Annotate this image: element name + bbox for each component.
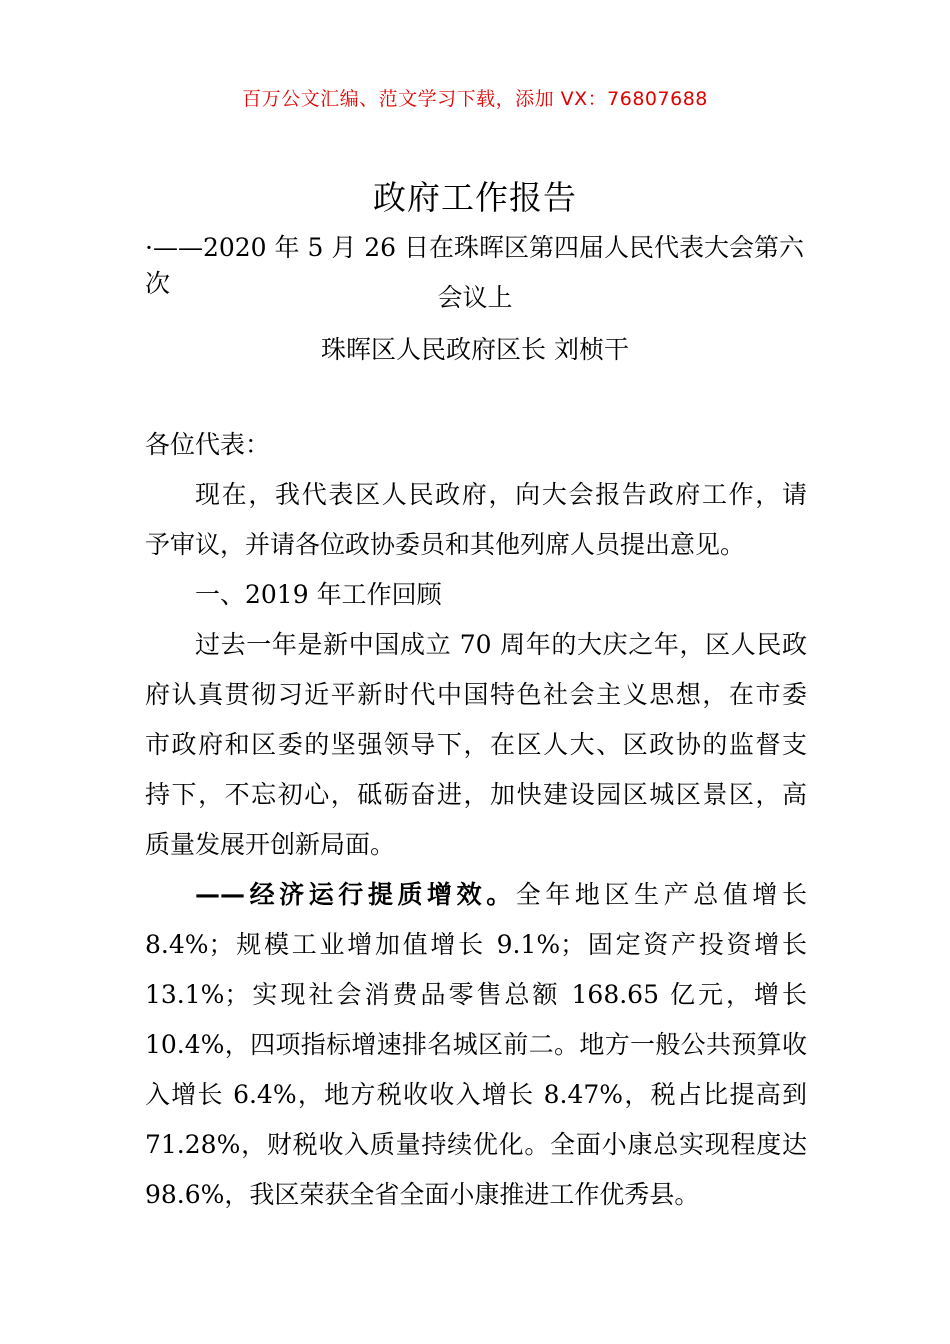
paragraph-line: 现在，我代表区人民政府，向大会报告政府工作，请 [195, 480, 807, 509]
paragraph-line: 8.4%；规模工业增加值增长 9.1%；固定资产投资增长 [145, 930, 807, 959]
header-note: 百万公文汇编、范文学习下载，添加 VX：76807688 [242, 88, 708, 110]
paragraph-line: 市政府和区委的坚强领导下，在区人大、区政协的监督支 [145, 730, 807, 759]
salutation-text: 各位代表： [145, 430, 271, 459]
first-line-rest: 全年地区生产总值增长 [515, 880, 807, 909]
paragraph-line: 71.28%，财税收入质量持续优化。全面小康总实现程度达 [145, 1130, 807, 1159]
paragraph-line [145, 870, 807, 920]
speaker-line: 珠晖区人民政府区长 刘桢干 [321, 335, 629, 364]
paragraph-line: 13.1%；实现社会消费品零售总额 168.65 亿元，增长 [145, 980, 807, 1009]
paragraph-line: 持下，不忘初心，砥砺奋进，加快建设园区城区景区，高 [145, 780, 807, 809]
paragraph-3 [145, 870, 807, 1220]
paragraph-line: 入增长 6.4%，地方税收收入增长 8.47%，税占比提高到 [145, 1080, 807, 1109]
paragraph-line: 府认真贯彻习近平新时代中国特色社会主义思想，在市委 [145, 680, 807, 709]
section-heading-text: 一、2019 年工作回顾 [195, 580, 442, 609]
paragraph-line: 10.4%，四项指标增速排名城区前二。地方一般公共预算收 [145, 1030, 807, 1059]
paragraph-line: 过去一年是新中国成立 70 周年的大庆之年，区人民政 [195, 630, 807, 659]
bold-lead: ——经济运行提质增效。 [195, 880, 516, 909]
subtitle-line-2: 会议上 [437, 283, 513, 312]
section-heading [145, 570, 807, 620]
paragraph-line: 予审议，并请各位政协委员和其他列席人员提出意见。 [145, 530, 746, 559]
subtitle-line-1: ·——2020 年 5 月 26 日在珠晖区第四届人民代表大会第六次 [145, 233, 805, 298]
paragraph-1 [145, 470, 807, 570]
document-title: 政府工作报告 [373, 178, 577, 217]
salutation [145, 420, 807, 470]
paragraph-line: 98.6%，我区荣获全省全面小康推进工作优秀县。 [145, 1180, 700, 1209]
paragraph-line: 质量发展开创新局面。 [145, 830, 396, 859]
paragraph-2 [145, 620, 807, 870]
